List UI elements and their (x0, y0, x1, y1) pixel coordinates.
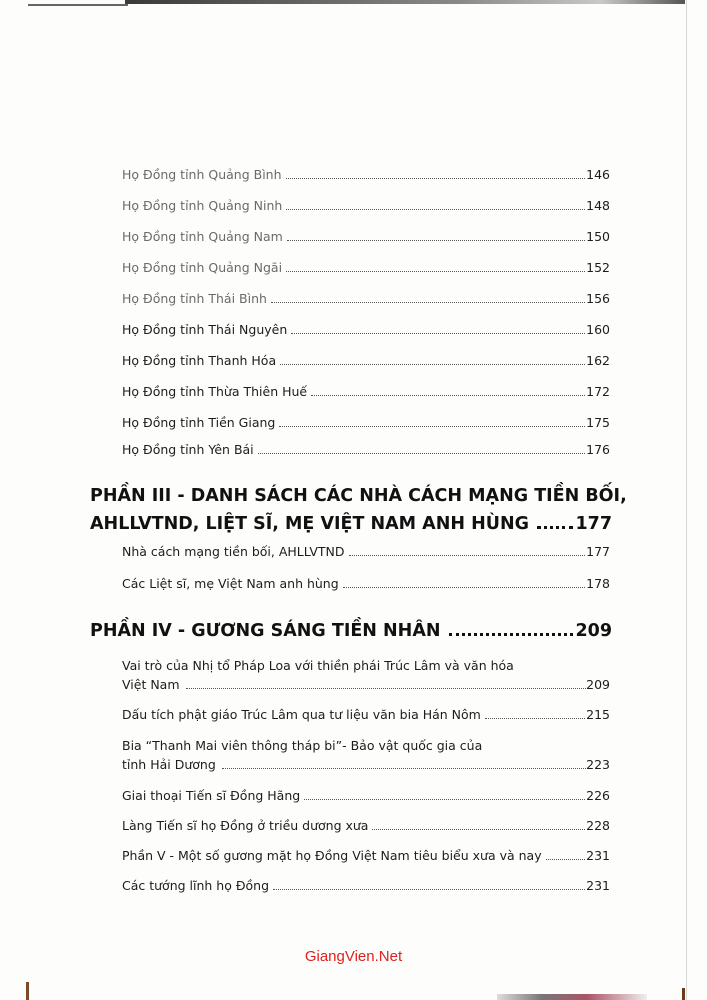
dot-leader (222, 768, 586, 769)
dot-leader (349, 555, 586, 556)
toc-entry[interactable] (122, 575, 610, 593)
toc-entry-page: 150 (586, 229, 610, 244)
toc-entry[interactable] (122, 543, 610, 561)
toc-entry[interactable] (122, 321, 610, 339)
section-title-line1: PHẦN III - DANH SÁCH CÁC NHÀ CÁCH MẠNG TIỀN BỐI, (90, 486, 627, 506)
toc-entry-label: Họ Đồng tỉnh Thái Bình (122, 291, 267, 306)
toc-entry-page: 148 (586, 198, 610, 213)
toc-entry-label: Nhà cách mạng tiền bối, AHLLVTND (122, 544, 345, 559)
page-bottom-strip (497, 994, 647, 1000)
section-title: PHẦN IV - GƯƠNG SÁNG TIỀN NHÂN (90, 621, 441, 641)
page-bottom-right-mark (682, 988, 685, 1000)
toc-entry-page: 215 (586, 707, 610, 722)
dot-leader (311, 395, 585, 396)
toc-entry-label: Dấu tích phật giáo Trúc Lâm qua tư liệu văn bia Hán Nôm (122, 707, 481, 722)
toc-entry[interactable] (122, 787, 610, 805)
toc-entry-page: 177 (586, 544, 610, 559)
toc-entry-label: Họ Đồng tỉnh Thừa Thiên Huế (122, 384, 308, 399)
dot-leader (343, 587, 585, 588)
toc-entry-label: Giai thoại Tiến sĩ Đồng Hãng (122, 788, 301, 803)
toc-entry-label-line2: tỉnh Hải Dương (122, 757, 216, 772)
dot-leader (280, 364, 585, 365)
toc-entry[interactable] (122, 877, 610, 895)
toc-entry[interactable] (122, 817, 610, 835)
toc-entry[interactable] (122, 290, 610, 308)
toc-entry-page: 223 (586, 757, 610, 772)
toc-entry-label: Họ Đồng tỉnh Quảng Nam (122, 229, 283, 244)
dot-leader (271, 302, 585, 303)
toc-entry-page: 156 (586, 291, 610, 306)
toc-entry-page: 231 (586, 878, 610, 893)
page-top-edge-shadow (125, 0, 685, 4)
page-bottom-left-mark (26, 982, 29, 1000)
toc-section-part3[interactable] (90, 482, 627, 538)
toc-entry[interactable] (122, 197, 610, 215)
toc-entry-label: Họ Đồng tỉnh Quảng Ninh (122, 198, 283, 213)
toc-entry-label: Họ Đồng tỉnh Thanh Hóa (122, 353, 277, 368)
dot-leader (273, 889, 585, 890)
toc-entry-page: 178 (586, 576, 610, 591)
toc-entry-label: Họ Đồng tỉnh Thái Nguyên (122, 322, 288, 337)
toc-entry-page: 172 (586, 384, 610, 399)
toc-entry-label: Làng Tiến sĩ họ Đồng ở triều dương xưa (122, 818, 369, 833)
toc-entry[interactable] (122, 656, 610, 694)
toc-entry-page: 162 (586, 353, 610, 368)
toc-entry[interactable] (122, 259, 610, 277)
toc-entry[interactable] (122, 383, 610, 401)
toc-entry-page: 160 (586, 322, 610, 337)
toc-entry[interactable] (122, 736, 610, 774)
toc-entry-label-line1: Vai trò của Nhị tổ Pháp Loa với thiền phái Trúc Lâm và văn hóa (122, 658, 514, 673)
toc-entry[interactable] (122, 847, 610, 865)
dot-leader (286, 209, 585, 210)
section-title-line2: AHLLVTND, LIỆT SĨ, MẸ VIỆT NAM ANH HÙNG (90, 514, 529, 534)
toc-entry-label: Phần V - Một số gương mặt họ Đồng Việt Nam tiêu biểu xưa và nay (122, 848, 542, 863)
section-page: 209 (575, 621, 612, 641)
toc-entry-label: Họ Đồng tỉnh Yên Bái (122, 442, 254, 457)
toc-entry[interactable] (122, 228, 610, 246)
dot-leader (546, 859, 586, 860)
toc-entry-label: Các Liệt sĩ, mẹ Việt Nam anh hùng (122, 576, 339, 591)
toc-entry[interactable] (122, 414, 610, 432)
dot-leader (372, 829, 585, 830)
toc-entry[interactable] (122, 441, 610, 459)
watermark: GiangVien.Net (304, 948, 403, 965)
toc-entry-label: Họ Đồng tỉnh Quảng Bình (122, 167, 282, 182)
toc-entry[interactable] (122, 706, 610, 724)
toc-entry-page: 231 (586, 848, 610, 863)
toc-entry[interactable] (122, 352, 610, 370)
toc-entry-page: 175 (586, 415, 610, 430)
page-right-edge (686, 0, 687, 1000)
toc-entry-page: 226 (586, 788, 610, 803)
dot-leader (286, 271, 585, 272)
toc-section-part4[interactable] (90, 617, 612, 645)
toc-entry-label-line2: Việt Nam (122, 677, 180, 692)
toc-entry-label: Họ Đồng tỉnh Tiền Giang (122, 415, 276, 430)
toc-entry[interactable] (122, 166, 610, 184)
dot-leader (186, 688, 587, 689)
toc-entry-label-line1: Bia “Thanh Mai viên thông tháp bi”- Bảo vật quốc gia của (122, 738, 483, 753)
dot-leader (286, 178, 586, 179)
dot-leader (291, 333, 585, 334)
toc-entry-page: 152 (586, 260, 610, 275)
dot-leader (485, 718, 585, 719)
dot-leader (279, 426, 585, 427)
section-page: 177 (575, 514, 612, 534)
dot-leader (258, 453, 585, 454)
dot-leader (287, 240, 585, 241)
toc-entry-page: 146 (586, 167, 610, 182)
dot-leader (449, 633, 574, 636)
toc-entry-label: Các tướng lĩnh họ Đồng (122, 878, 270, 893)
toc-entry-page: 228 (586, 818, 610, 833)
dot-leader (537, 526, 573, 529)
dot-leader (304, 799, 585, 800)
page-top-edge-mark (28, 4, 128, 6)
toc-entry-label: Họ Đồng tỉnh Quảng Ngãi (122, 260, 283, 275)
toc-entry-page: 176 (586, 442, 610, 457)
toc-entry-page: 209 (586, 677, 610, 692)
